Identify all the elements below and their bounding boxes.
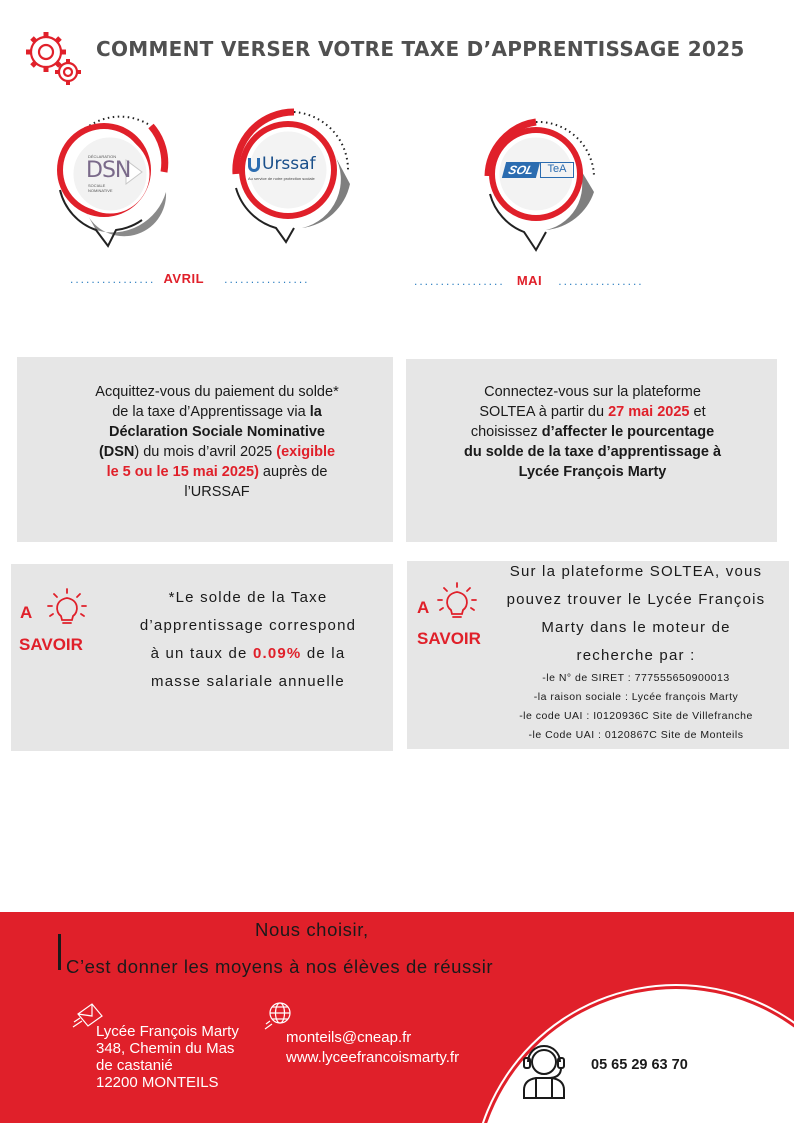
- email-link[interactable]: monteils@cneap.fr: [286, 1029, 412, 1046]
- slogan-line-1: Nous choisir,: [255, 919, 369, 940]
- timeline-dots: .................: [414, 274, 505, 288]
- lightbulb-icon: [435, 580, 479, 624]
- timeline-dots: ................: [558, 274, 644, 288]
- footer: [0, 912, 794, 1123]
- gears-icon: [22, 28, 86, 88]
- savoir-label: SAVOIR: [417, 629, 481, 648]
- timeline-april: [70, 271, 309, 286]
- globe-icon: [264, 1000, 294, 1030]
- footer-address: Lycée François Marty 348, Chemin du Mas de castanié 12200 MONTEILS: [96, 1023, 239, 1091]
- savoir-label-a: A: [20, 603, 33, 622]
- step-dsn: [46, 112, 176, 252]
- footer-contact: [286, 1028, 459, 1068]
- slogan-bar: [58, 934, 61, 970]
- page-title: COMMENT VERSER VOTRE TAXE D’APPRENTISSAGE 2025: [96, 37, 745, 61]
- savoir-right-text: Sur la plateforme SOLTEA, vous pouvez trouver le Lycée François Marty dans le moteur de recherche par :: [506, 563, 766, 664]
- urssaf-logo-mark: [248, 158, 260, 172]
- dsn-logo-small: DÉCLARATION: [88, 154, 117, 159]
- timeline-label-may: MAI: [516, 273, 543, 288]
- website-link[interactable]: www.lyceefrancoismarty.fr: [286, 1049, 460, 1066]
- slogan-line-2: C’est donner les moyens à nos élèves de réussir: [66, 956, 494, 977]
- info-box-soltea-text: Connectez-vous sur la plateforme SOLTEA à partir du 27 mai 2025 et choisissez d’affecter le pourcentage du solde de la taxe d’apprentissage à Lycée François Marty: [463, 384, 722, 480]
- savoir-right-search-list: -le N° de SIRET : 777555650900013 -la raison sociale : Lycée françois Marty -le code UAI : I0120936C Site de Villefranche -le Code UAI : 0120867C Site de Monteils: [519, 672, 753, 741]
- savoir-box-right: [407, 561, 789, 749]
- savoir-box-left: [11, 564, 393, 751]
- timeline-dots: ................: [224, 272, 310, 286]
- timeline-may: [414, 273, 644, 288]
- headset-operator-icon: [518, 1040, 570, 1100]
- dsn-logo-sub: SOCIALE NOMINATIVE: [88, 183, 113, 193]
- urssaf-logo-sub: Au service de notre protection sociale: [248, 176, 315, 181]
- savoir-label-a: A: [417, 598, 430, 617]
- step-soltea: [476, 116, 606, 256]
- savoir-label: SAVOIR: [19, 635, 83, 654]
- dsn-logo: DSN: [86, 158, 131, 183]
- soltea-logo-right: TeA: [540, 162, 574, 178]
- phone-number[interactable]: 05 65 29 63 70: [591, 1057, 688, 1073]
- info-box-dsn: [17, 357, 393, 542]
- timeline-label-april: AVRIL: [163, 271, 205, 286]
- urssaf-logo: Urssaf: [262, 154, 316, 174]
- savoir-left-text: *Le solde de la Taxe d’apprentissage correspond à un taux de 0.09% de la masse salariale annuelle: [139, 589, 357, 690]
- lightbulb-icon: [45, 586, 89, 630]
- timeline-dots: ................: [70, 272, 156, 286]
- info-box-soltea: [406, 359, 777, 542]
- step-urssaf: [226, 104, 356, 248]
- info-box-dsn-text: Acquittez-vous du paiement du solde* de la taxe d’Apprentissage via la Déclaration Sociale Nominative (DSN) du mois d’avril 2025 (exigible le 5 ou le 15 mai 2025) auprès de l’URSSAF: [95, 384, 339, 500]
- soltea-logo-left: SOL: [502, 162, 540, 178]
